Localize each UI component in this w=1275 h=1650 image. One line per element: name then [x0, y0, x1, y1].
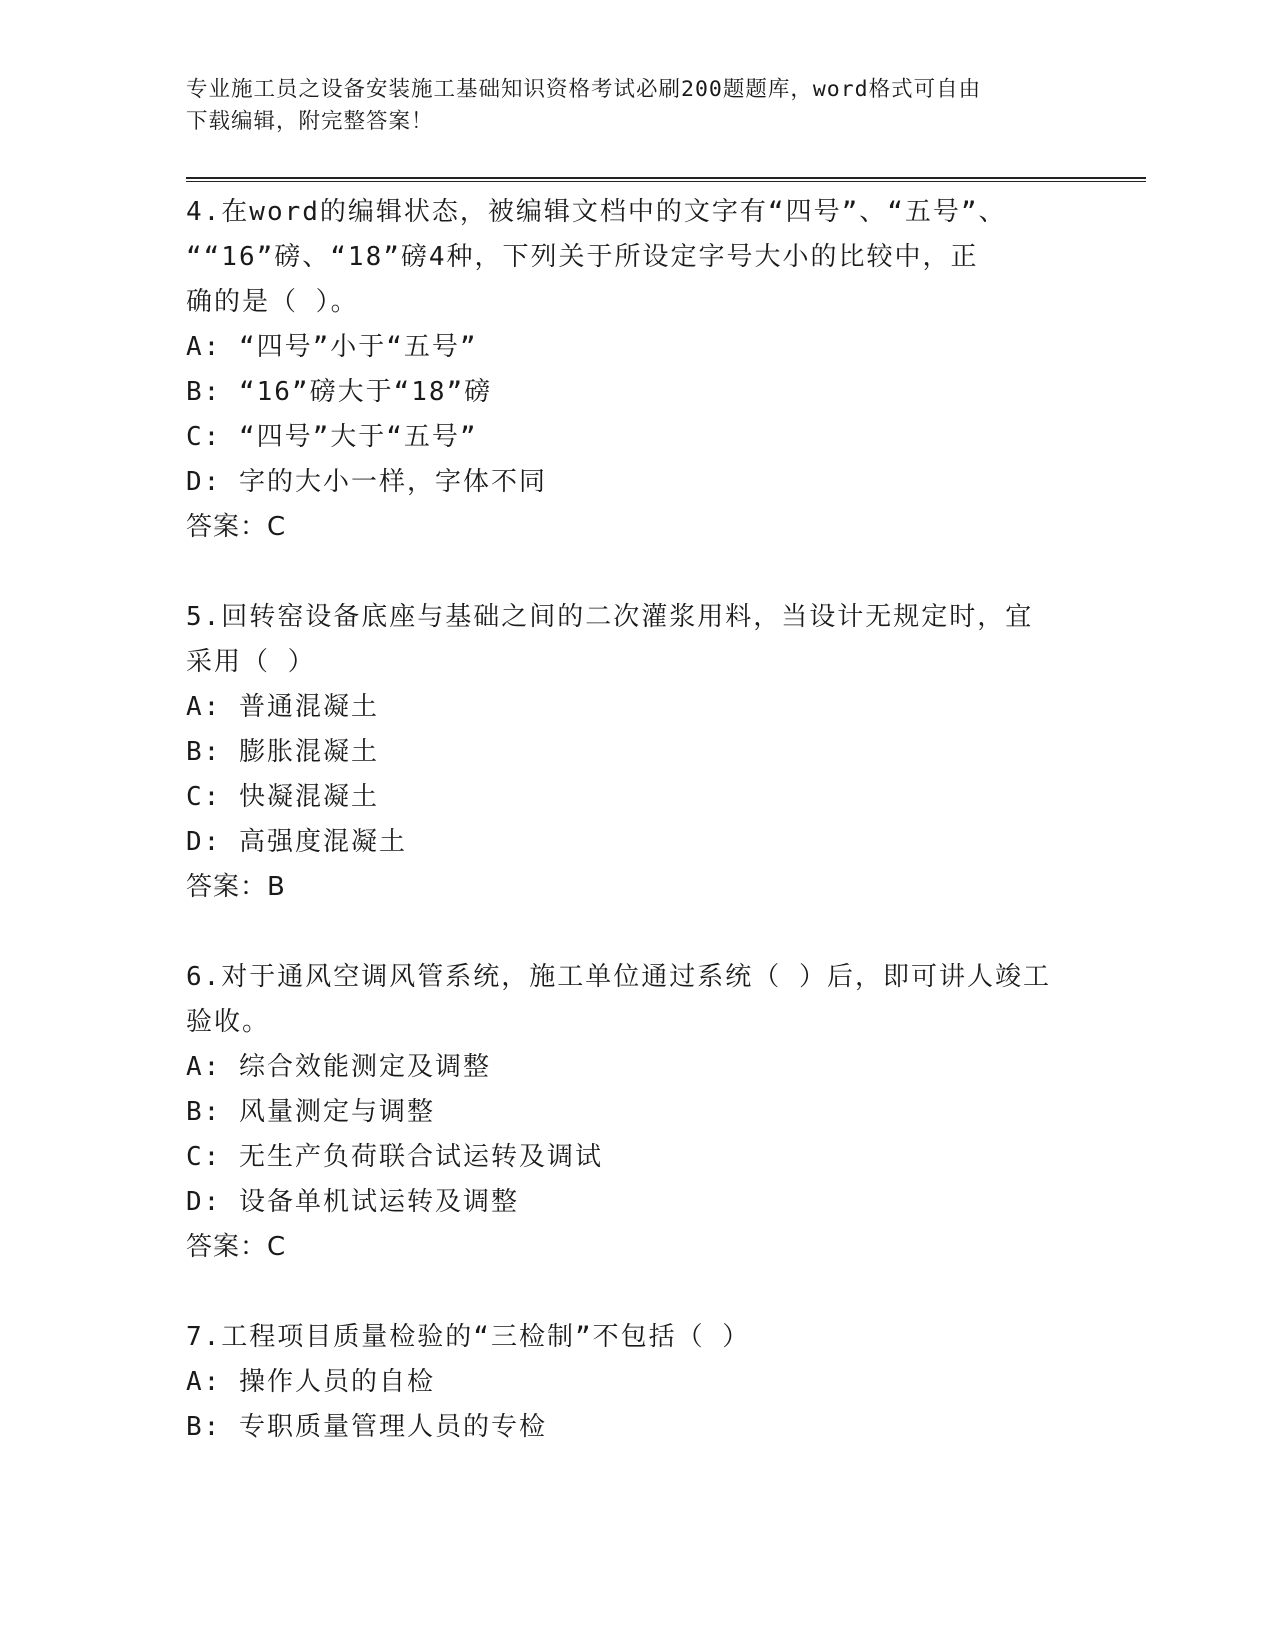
- header-line-2: 下载编辑，附完整答案！: [186, 109, 434, 134]
- question-7: [186, 1315, 1086, 1450]
- option-c: C: 快凝混凝土: [186, 782, 379, 812]
- header-line-1: 专业施工员之设备安装施工基础知识资格考试必刷200题题库，word格式可自由: [186, 77, 982, 102]
- question-stem-line: 采用（ ）: [186, 647, 316, 677]
- question-list: [186, 190, 1086, 1495]
- header-rule-thick: [186, 177, 1146, 179]
- question-stem-line: 4.在word的编辑状态，被编辑文档中的文字有“四号”、“五号”、: [186, 197, 1007, 227]
- option-a: A: “四号”小于“五号”: [186, 332, 478, 362]
- question-stem-line: 5.回转窑设备底座与基础之间的二次灌浆用料，当设计无规定时，宜: [186, 602, 1034, 632]
- question-4: [186, 190, 1086, 550]
- option-d: D: 高强度混凝土: [186, 827, 407, 857]
- option-c: C: 无生产负荷联合试运转及调试: [186, 1142, 603, 1172]
- option-d: D: 设备单机试运转及调整: [186, 1187, 519, 1217]
- question-stem-line: 验收。: [186, 1007, 271, 1037]
- answer: 答案：C: [186, 1232, 287, 1262]
- answer: 答案：B: [186, 872, 286, 902]
- option-a: A: 普通混凝土: [186, 692, 379, 722]
- question-stem-line: 确的是（ ）。: [186, 287, 359, 317]
- option-c: C: “四号”大于“五号”: [186, 422, 478, 452]
- question-5: [186, 595, 1086, 910]
- option-b: B: “16”磅大于“18”磅: [186, 377, 493, 407]
- option-b: B: 风量测定与调整: [186, 1097, 435, 1127]
- question-stem-line: ““16”磅、“18”磅4种，下列关于所设定字号大小的比较中，正: [186, 242, 979, 272]
- question-6: [186, 955, 1086, 1270]
- question-stem-line: 6.对于通风空调风管系统，施工单位通过系统（ ）后，即可讲人竣工: [186, 962, 1051, 992]
- option-b: B: 膨胀混凝土: [186, 737, 379, 767]
- option-a: A: 操作人员的自检: [186, 1367, 435, 1397]
- option-b: B: 专职质量管理人员的专检: [186, 1412, 547, 1442]
- header-rule-thin: [186, 181, 1146, 182]
- option-a: A: 综合效能测定及调整: [186, 1052, 491, 1082]
- answer: 答案：C: [186, 512, 287, 542]
- question-stem-line: 7.工程项目质量检验的“三检制”不包括（ ）: [186, 1322, 751, 1352]
- document-header: [186, 74, 1066, 138]
- option-d: D: 字的大小一样，字体不同: [186, 467, 547, 497]
